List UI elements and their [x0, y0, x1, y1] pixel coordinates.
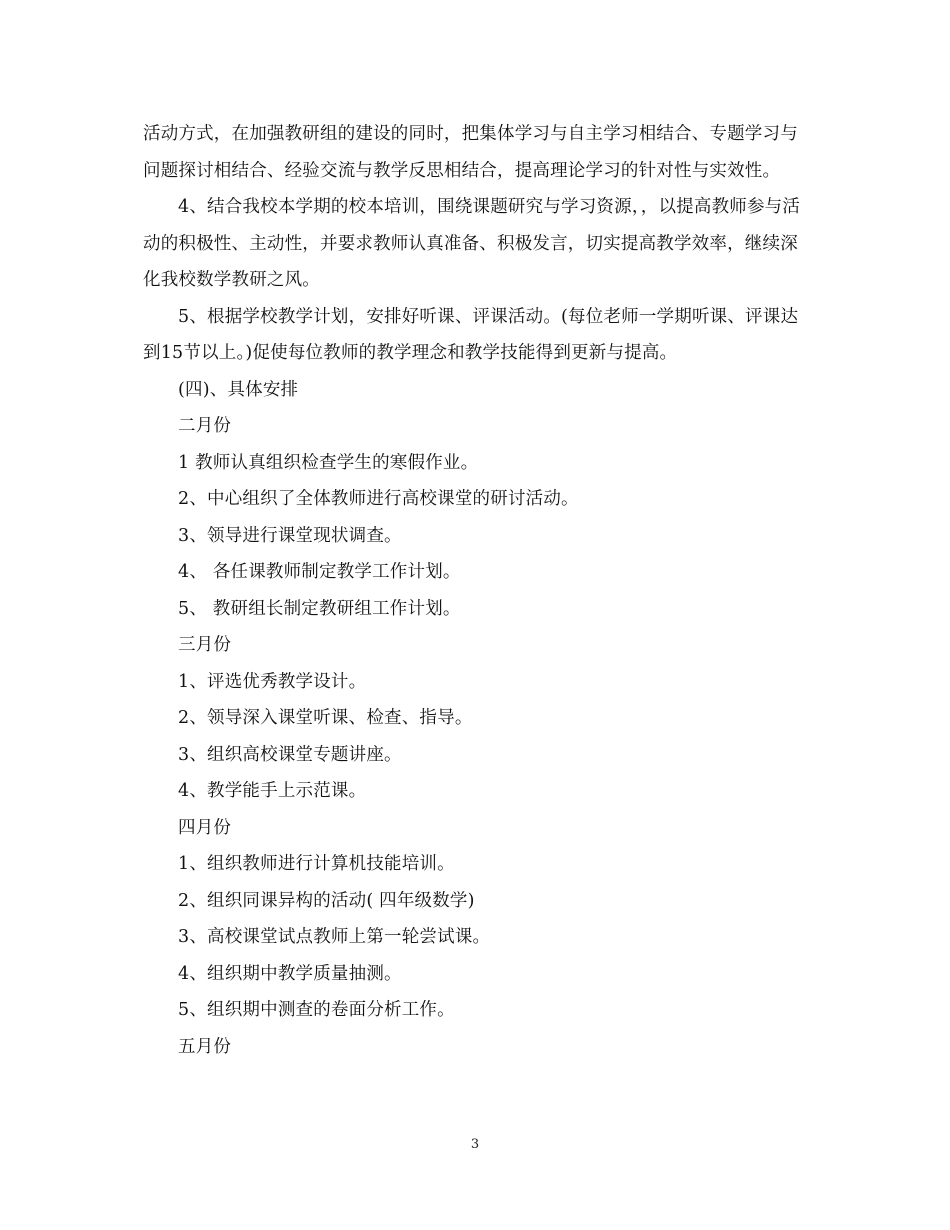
month-heading-march: 三月份 — [178, 635, 232, 655]
document-body — [143, 116, 803, 1065]
list-item: 3、高校课堂试点教师上第一轮尝试课。 — [178, 927, 491, 947]
list-item: 1、组织教师进行计算机技能培训。 — [178, 854, 455, 874]
paragraph-lesson-observation: 5、根据学校教学计划，安排好听课、评课活动。(每位老师一学期听课、评课达到15节以上。)促使每位教师的教学理念和教学技能得到更新与提高。 — [143, 306, 799, 363]
list-item: 5、 教研组长制定教研组工作计划。 — [178, 598, 461, 619]
month-heading-may: 五月份 — [178, 1036, 232, 1057]
list-item: 2、领导深入课堂听课、检查、指导。 — [178, 708, 473, 728]
paragraph-activity-methods: 活动方式，在加强教研组的建设的同时，把集体学习与自主学习相结合、专题学习与问题探讨相结合、经验交流与教学反思相结合，提高理论学习的针对性与实效性。 — [143, 124, 798, 181]
list-item: 1 教师认真组织检查学生的寒假作业。 — [178, 452, 479, 473]
list-item: 4、 各任课教师制定教学工作计划。 — [178, 562, 461, 582]
list-item: 4、教学能手上示范课。 — [178, 781, 367, 801]
list-item: 2、组织同课异构的活动( 四年级数学) — [178, 890, 475, 911]
page-number: 3 — [470, 1137, 480, 1152]
list-item: 3、领导进行课堂现状调查。 — [178, 525, 402, 546]
list-item: 4、组织期中教学质量抽测。 — [178, 963, 402, 984]
list-item: 3、组织高校课堂专题讲座。 — [178, 744, 402, 765]
month-heading-april: 四月份 — [178, 817, 232, 838]
section-heading-schedule: (四)、具体安排 — [178, 379, 299, 400]
list-item: 2、中心组织了全体教师进行高校课堂的研讨活动。 — [178, 489, 579, 509]
month-heading-february: 二月份 — [178, 416, 232, 436]
list-item: 1、评选优秀教学设计。 — [178, 671, 367, 692]
list-item: 5、组织期中测查的卷面分析工作。 — [178, 1000, 455, 1020]
paragraph-school-training: 4、结合我校本学期的校本培训，围绕课题研究与学习资源，，以提高教师参与活动的积极性、主动性，并要求教师认真准备、积极发言，切实提高教学效率，继续深化我校数学教研之风。 — [143, 197, 801, 290]
